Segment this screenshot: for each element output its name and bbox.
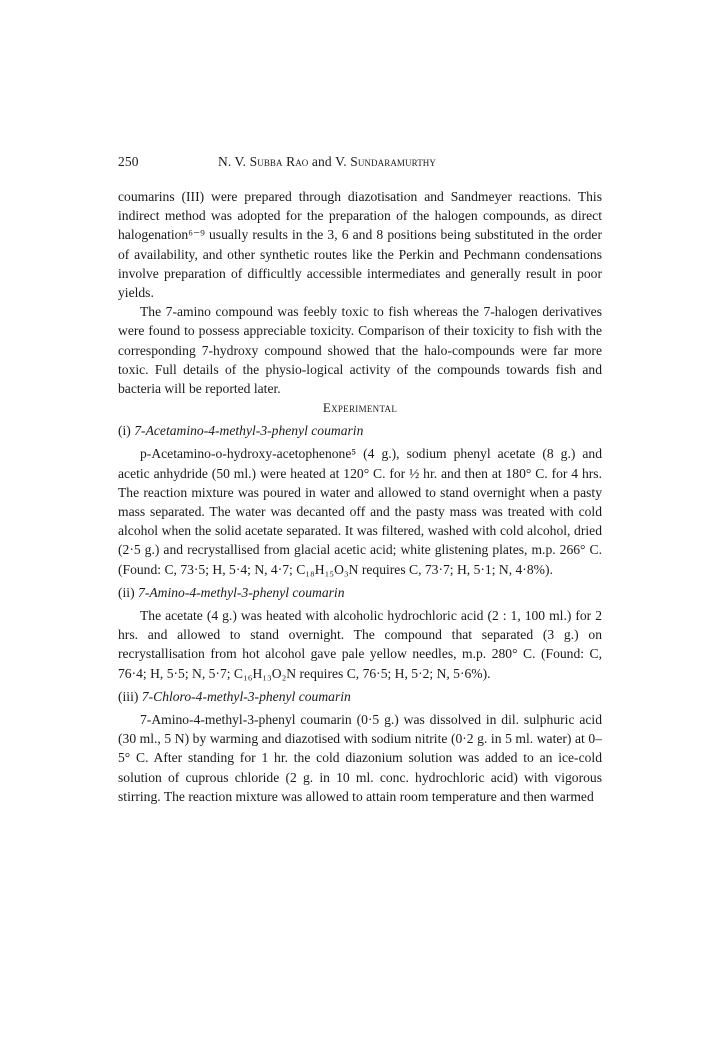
running-head-authors <box>218 152 436 172</box>
subsection-text-i: p-Acetamino-o-hydroxy-acetophenone⁵ (4 g.), sodium phenyl acetate (8 g.) and acetic anhydride (50 ml.) were heated at 120° C. for ½ hr. and then at 180° C. for 4 hrs. The reaction mixture was poured in water and allowed to stand overnight when a pasty mass separated. The water was decanted off and the pasty mass was treated with cold alcohol when the solid acetate separated. It was filtered, washed with cold alcohol, dried (2·5 g.) and recrystallised from glacial acetic acid; white glistening plates, m.p. 266° C. (Found: C, 73·5; H, 5·4; N, 4·7; C₁₈H₁₅O₃N requires C, 73·7; H, 5·1; N, 4·8%). <box>118 446 602 577</box>
author-conjunction: and <box>308 154 336 169</box>
running-head <box>118 152 602 172</box>
subsection-number: (i) <box>118 423 131 439</box>
subsection-text-ii: The acetate (4 g.) was heated with alcoholic hydrochloric acid (2 : 1, 100 ml.) for 2 hrs. and allowed to stand overnight. The compound that separated (3 g.) on recrystallisation from hot alcohol gave pale yellow needles, m.p. 280° C. (Found: C, 76·4; H, 5·5; N, 5·7; C₁₆H₁₃O₂N requires C, 76·5; H, 5·2; N, 5·6%). <box>118 608 602 681</box>
paragraph-continued: coumarins (III) were prepared through diazotisation and Sandmeyer reactions. This indirect method was adopted for the preparation of the halogen compounds, as direct halogenation⁶⁻⁹ usually results in the 3, 6 and 8 positions being substituted in the order of availability, and other synthetic routes like the Perkin and Pechmann condensations involve preparation of difficultly accessible intermediates and generally result in poor yields. <box>118 189 602 301</box>
subsection-heading-i <box>118 421 602 440</box>
paragraph-toxicity: The 7-amino compound was feebly toxic to fish whereas the 7-halogen derivatives were found to possess appreciable toxicity. Comparison of their toxicity to fish with the corresponding 7-hydroxy compound showed that the halo-compounds were far more toxic. Full details of the physio-logical activity of the compounds towards fish and bacteria will be reported later. <box>118 304 602 397</box>
author-b: V. Sundaramurthy <box>335 154 436 169</box>
article-body <box>118 187 602 806</box>
subsection-number: (ii) <box>118 584 135 600</box>
subsection-title: 7-Chloro-4-methyl-3-phenyl coumarin <box>141 688 351 704</box>
subsection-text-iii: 7-Amino-4-methyl-3-phenyl coumarin (0·5 g.) was dissolved in dil. sulphuric acid (30 ml., 5 N) by warming and diazotised with sodium nitrite (0·2 g. in 5 ml. water) at 0–5° C. After standing for 1 hr. the cold diazonium solution was added to an ice-cold solution of cuprous chloride (2 g. in 10 ml. conc. hydrochloric acid) with vigorous stirring. The reaction mixture was allowed to attain room temperature and then warmed <box>118 712 602 804</box>
subsection-heading-iii <box>118 687 602 706</box>
subsection-heading-ii <box>118 583 602 602</box>
page-number: 250 <box>118 154 139 169</box>
subsection-number: (iii) <box>118 688 139 704</box>
subsection-title: 7-Amino-4-methyl-3-phenyl coumarin <box>138 584 345 600</box>
subsection-title: 7-Acetamino-4-methyl-3-phenyl coumarin <box>134 423 364 439</box>
section-heading-experimental: Experimental <box>322 400 398 416</box>
author-a: N. V. Subba Rao <box>218 154 309 169</box>
